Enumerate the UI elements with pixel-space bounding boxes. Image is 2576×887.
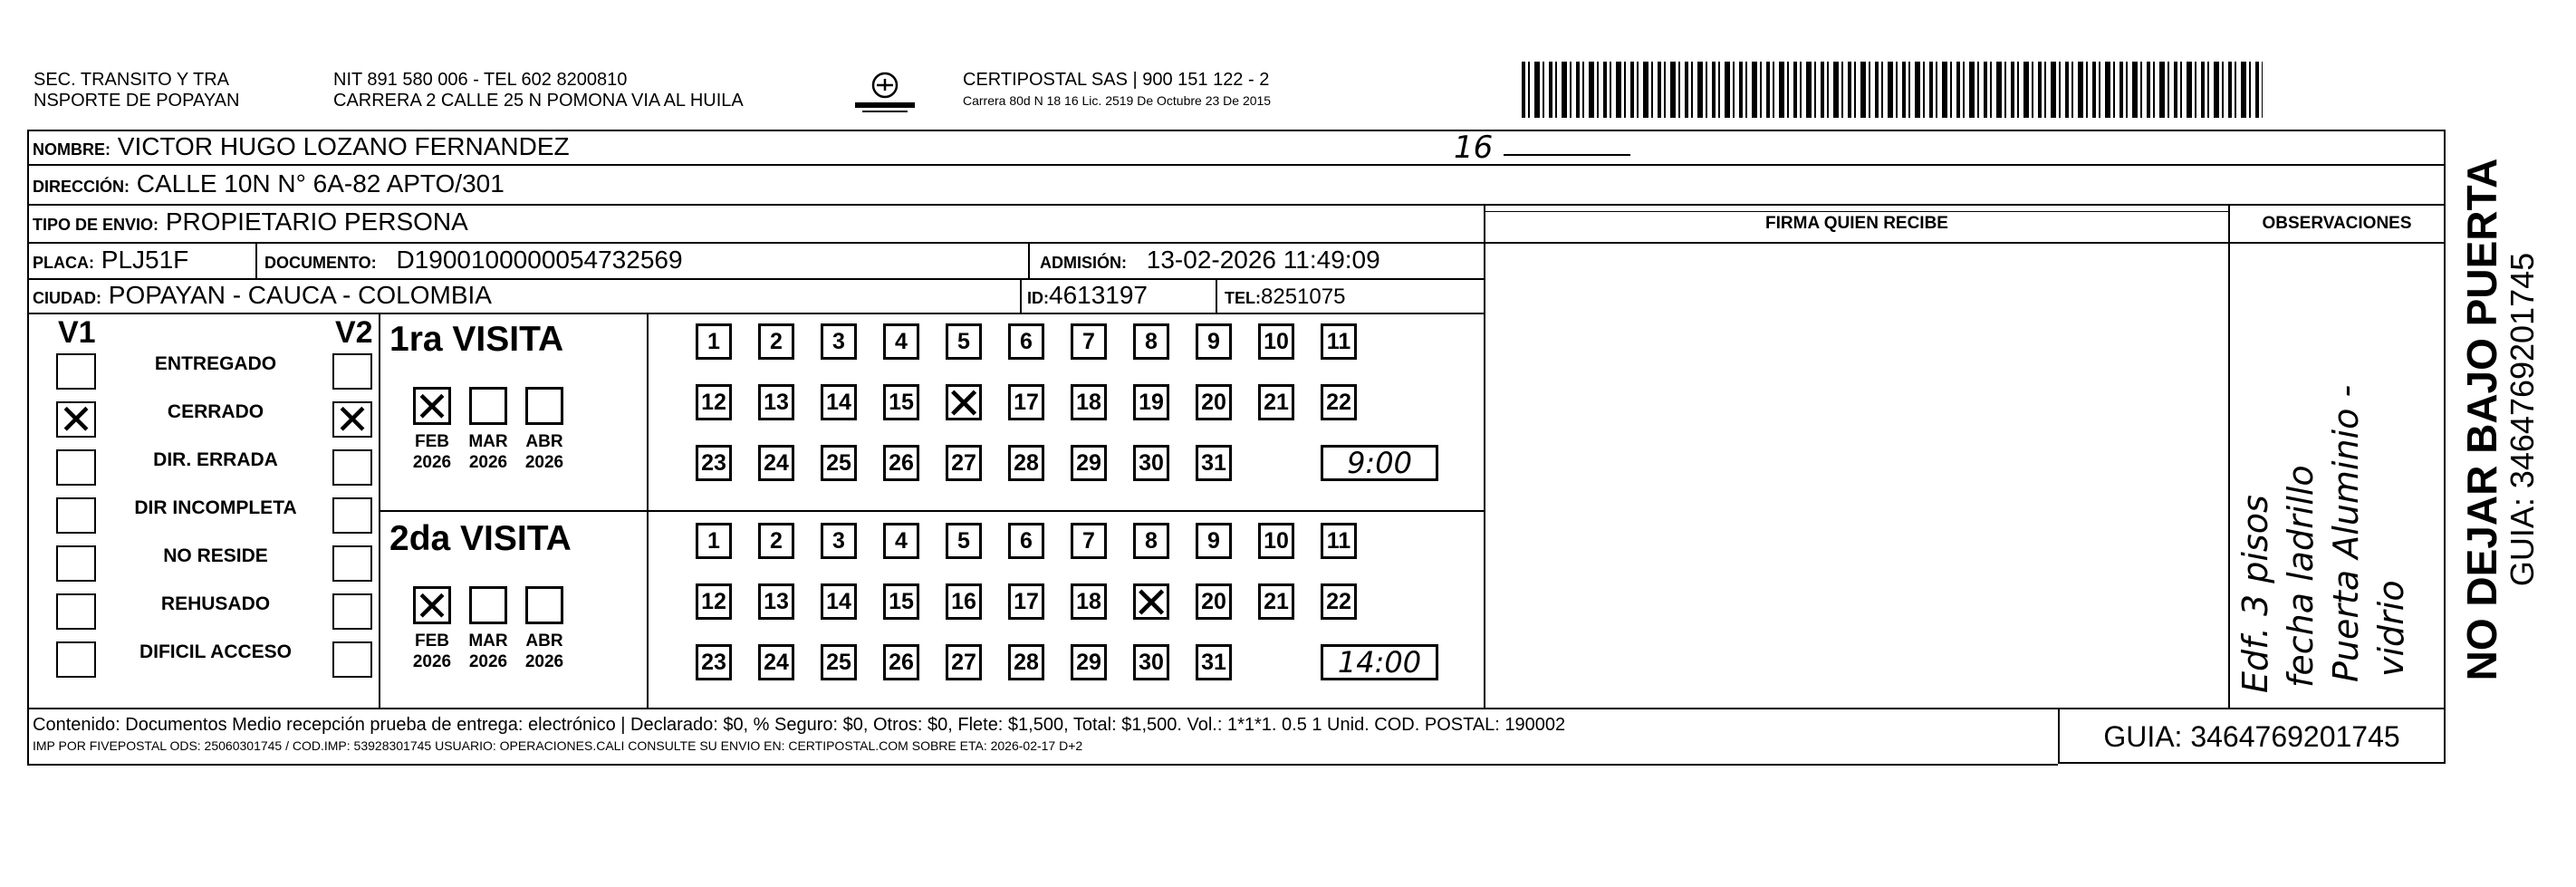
day-box-24[interactable]: 24 bbox=[758, 644, 794, 680]
tipo-envio-value: PROPIETARIO PERSONA bbox=[165, 207, 468, 236]
direccion-value: CALLE 10N N° 6A-82 APTO/301 bbox=[136, 169, 505, 198]
day-box-29[interactable]: 29 bbox=[1071, 644, 1107, 680]
ciudad-label: CIUDAD: bbox=[33, 289, 101, 307]
day-box-11[interactable]: 11 bbox=[1321, 323, 1357, 360]
day-box-18[interactable]: 18 bbox=[1071, 583, 1107, 620]
day-box-3[interactable]: 3 bbox=[821, 323, 857, 360]
nombre-value: VICTOR HUGO LOZANO FERNANDEZ bbox=[117, 132, 570, 160]
day-box-15[interactable]: 15 bbox=[883, 384, 919, 420]
day-box-8[interactable]: 8 bbox=[1133, 523, 1169, 559]
day-box-24[interactable]: 24 bbox=[758, 445, 794, 481]
status-label-rehusado: REHUSADO bbox=[160, 593, 271, 614]
day-box-19[interactable] bbox=[1133, 578, 1170, 629]
day-box-4[interactable]: 4 bbox=[883, 323, 919, 360]
tel-field bbox=[1225, 283, 1345, 313]
id-value: 4613197 bbox=[1049, 281, 1149, 309]
check-mark: ✕ bbox=[946, 379, 983, 429]
courier-name: CERTIPOSTAL SAS | 900 151 122 - 2 bbox=[963, 70, 1270, 90]
month-label-feb: FEB 2026 bbox=[412, 432, 452, 472]
v1-checkbox-dir-incompleta[interactable] bbox=[56, 497, 96, 534]
month-box-feb[interactable] bbox=[413, 382, 451, 431]
admision-field bbox=[1040, 246, 1380, 277]
day-box-16[interactable] bbox=[946, 379, 983, 429]
check-mark: ✕ bbox=[334, 395, 370, 444]
month-box-abr[interactable] bbox=[525, 586, 563, 624]
month-box-feb[interactable] bbox=[413, 582, 451, 631]
nombre-note: 16 bbox=[1454, 130, 1494, 166]
tel-value: 8251075 bbox=[1261, 284, 1346, 309]
admision-label: ADMISIÓN: bbox=[1040, 254, 1127, 272]
month-label-mar: MAR 2026 bbox=[468, 432, 508, 472]
v1-label: V1 bbox=[58, 315, 96, 350]
documento-label: DOCUMENTO: bbox=[264, 254, 377, 272]
certipostal-logo bbox=[850, 65, 920, 118]
status-label-entregado: ENTREGADO bbox=[154, 353, 277, 374]
month-box-abr[interactable] bbox=[525, 387, 563, 425]
direccion-label: DIRECCIÓN: bbox=[33, 178, 130, 196]
day-box-20[interactable]: 20 bbox=[1196, 384, 1232, 420]
day-box-15[interactable]: 15 bbox=[883, 583, 919, 620]
firma-label: FIRMA QUIEN RECIBE bbox=[1765, 214, 1948, 233]
day-box-5[interactable]: 5 bbox=[946, 323, 982, 360]
direccion-field bbox=[33, 169, 505, 201]
observation-line: vidrio bbox=[2371, 580, 2411, 677]
day-box-29[interactable]: 29 bbox=[1071, 445, 1107, 481]
visit-title-2: 2da VISITA bbox=[389, 519, 572, 558]
day-box-6[interactable]: 6 bbox=[1008, 323, 1044, 360]
day-box-19[interactable]: 19 bbox=[1133, 384, 1169, 420]
nit-line: NIT 891 580 006 - TEL 602 8200810 bbox=[333, 70, 628, 90]
day-box-9[interactable]: 9 bbox=[1196, 323, 1232, 360]
day-box-26[interactable]: 26 bbox=[883, 445, 919, 481]
day-box-7[interactable]: 7 bbox=[1071, 323, 1107, 360]
day-box-11[interactable]: 11 bbox=[1321, 523, 1357, 559]
v1-checkbox-rehusado[interactable] bbox=[56, 593, 96, 630]
status-label-dificil-acceso: DIFICIL ACCESO bbox=[139, 641, 292, 662]
v1-checkbox-no-reside[interactable] bbox=[56, 545, 96, 582]
day-box-21[interactable]: 21 bbox=[1258, 583, 1294, 620]
v1-checkbox-dir-errada[interactable] bbox=[56, 449, 96, 486]
day-box-31[interactable]: 31 bbox=[1196, 644, 1232, 680]
v2-checkbox-cerrado[interactable] bbox=[332, 395, 372, 444]
check-mark: ✕ bbox=[414, 582, 450, 631]
footer-line-1: Contenido: Documentos Medio recepción prueba de entrega: electrónico | Declarado: $0, % Seguro: $0, Otros: $0, Flete: $1,500, Total: $1,500. Vol.: 1*1*1. 0.5 1 Unid. COD. POSTAL: 190002 bbox=[33, 715, 1566, 735]
day-box-12[interactable]: 12 bbox=[696, 384, 732, 420]
status-label-cerrado: CERRADO bbox=[167, 401, 264, 422]
day-box-8[interactable]: 8 bbox=[1133, 323, 1169, 360]
day-box-31[interactable]: 31 bbox=[1196, 445, 1232, 481]
day-box-5[interactable]: 5 bbox=[946, 523, 982, 559]
day-box-12[interactable]: 12 bbox=[696, 583, 732, 620]
day-box-25[interactable]: 25 bbox=[821, 445, 857, 481]
side-warning: NO DEJAR BAJO PUERTA bbox=[2458, 158, 2505, 681]
day-box-21[interactable]: 21 bbox=[1258, 384, 1294, 420]
day-box-2[interactable]: 2 bbox=[758, 523, 794, 559]
nombre-label: NOMBRE: bbox=[33, 140, 111, 159]
status-label-dir-errada: DIR. ERRADA bbox=[153, 449, 278, 470]
v2-checkbox-dir-errada[interactable] bbox=[332, 449, 372, 486]
v2-checkbox-entregado[interactable] bbox=[332, 353, 372, 390]
v2-checkbox-dificil-acceso[interactable] bbox=[332, 641, 372, 678]
month-label-abr: ABR 2026 bbox=[524, 432, 564, 472]
day-box-23[interactable]: 23 bbox=[696, 445, 732, 481]
admision-value: 13-02-2026 11:49:09 bbox=[1146, 246, 1380, 274]
day-box-1[interactable]: 1 bbox=[696, 323, 732, 360]
check-mark: ✕ bbox=[414, 382, 450, 431]
day-box-28[interactable]: 28 bbox=[1008, 644, 1044, 680]
day-box-4[interactable]: 4 bbox=[883, 523, 919, 559]
tipo-envio-field bbox=[33, 207, 468, 239]
day-box-2[interactable]: 2 bbox=[758, 323, 794, 360]
day-box-13[interactable]: 13 bbox=[758, 583, 794, 620]
day-box-9[interactable]: 9 bbox=[1196, 523, 1232, 559]
month-label-abr: ABR 2026 bbox=[524, 632, 564, 671]
day-box-17[interactable]: 17 bbox=[1008, 583, 1044, 620]
month-box-mar[interactable] bbox=[469, 586, 507, 624]
nombre-stroke bbox=[1504, 154, 1630, 156]
day-box-26[interactable]: 26 bbox=[883, 644, 919, 680]
documento-field bbox=[264, 246, 683, 277]
v2-checkbox-dir-incompleta[interactable] bbox=[332, 497, 372, 534]
visit-title-1: 1ra VISITA bbox=[389, 320, 564, 359]
day-box-22[interactable]: 22 bbox=[1321, 384, 1357, 420]
v1-checkbox-cerrado[interactable] bbox=[56, 395, 96, 444]
month-label-feb: FEB 2026 bbox=[412, 632, 452, 671]
side-text bbox=[2446, 130, 2554, 709]
id-field bbox=[1027, 281, 1148, 313]
day-box-18[interactable]: 18 bbox=[1071, 384, 1107, 420]
id-label: ID: bbox=[1027, 289, 1049, 307]
sender-line-1: SEC. TRANSITO Y TRA bbox=[34, 70, 229, 90]
check-mark: ✕ bbox=[1133, 578, 1170, 629]
ciudad-value: POPAYAN - CAUCA - COLOMBIA bbox=[108, 281, 492, 309]
status-label-dir-incompleta: DIR INCOMPLETA bbox=[134, 497, 297, 518]
footer-line-2: IMP POR FIVEPOSTAL ODS: 25060301745 / COD.IMP: 53928301745 USUARIO: OPERACIONES.CALI CONSULTE SU ENVIO EN: CERTIPOSTAL.COM SOBRE ETA: 2026-02-17 D+2 bbox=[33, 738, 1083, 753]
day-box-20[interactable]: 20 bbox=[1196, 583, 1232, 620]
day-box-7[interactable]: 7 bbox=[1071, 523, 1107, 559]
day-box-10[interactable]: 10 bbox=[1258, 323, 1294, 360]
observaciones-label: OBSERVACIONES bbox=[2262, 214, 2412, 233]
observaciones-notes bbox=[2230, 245, 2444, 707]
day-box-14[interactable]: 14 bbox=[821, 384, 857, 420]
visit-time-1[interactable]: 9:00 bbox=[1321, 445, 1438, 481]
day-box-16[interactable]: 16 bbox=[946, 583, 982, 620]
nombre-field bbox=[33, 132, 570, 164]
v2-checkbox-rehusado[interactable] bbox=[332, 593, 372, 630]
check-mark: ✕ bbox=[58, 395, 94, 444]
visit-time-2[interactable]: 14:00 bbox=[1321, 644, 1438, 680]
day-box-10[interactable]: 10 bbox=[1258, 523, 1294, 559]
day-box-22[interactable]: 22 bbox=[1321, 583, 1357, 620]
day-box-1[interactable]: 1 bbox=[696, 523, 732, 559]
courier-info bbox=[963, 70, 1470, 111]
observation-line: Puerta Aluminio - bbox=[2326, 384, 2366, 682]
month-label-mar: MAR 2026 bbox=[468, 632, 508, 671]
day-box-27[interactable]: 27 bbox=[946, 445, 982, 481]
day-box-23[interactable]: 23 bbox=[696, 644, 732, 680]
documento-value: D1900100000054732569 bbox=[396, 246, 683, 274]
sender-details bbox=[333, 70, 841, 111]
placa-field bbox=[33, 246, 188, 277]
v1-checkbox-entregado[interactable] bbox=[56, 353, 96, 390]
day-box-14[interactable]: 14 bbox=[821, 583, 857, 620]
observation-line: Edf. 3 pisos bbox=[2235, 495, 2275, 693]
barcode-bars bbox=[1522, 62, 2263, 118]
v1-checkbox-dificil-acceso[interactable] bbox=[56, 641, 96, 678]
day-box-30[interactable]: 30 bbox=[1133, 644, 1169, 680]
tel-label: TEL: bbox=[1225, 289, 1261, 307]
courier-address: Carrera 80d N 18 16 Lic. 2519 De Octubre 23 De 2015 bbox=[963, 93, 1272, 108]
day-box-30[interactable]: 30 bbox=[1133, 445, 1169, 481]
ciudad-field bbox=[33, 281, 492, 313]
sender-line-2: NSPORTE DE POPAYAN bbox=[34, 91, 240, 111]
observation-line: fecha ladrillo bbox=[2281, 465, 2321, 688]
footer-guia: GUIA: 3464769201745 bbox=[2103, 720, 2400, 753]
v2-checkbox-no-reside[interactable] bbox=[332, 545, 372, 582]
day-box-3[interactable]: 3 bbox=[821, 523, 857, 559]
day-box-13[interactable]: 13 bbox=[758, 384, 794, 420]
v2-label: V2 bbox=[335, 315, 373, 350]
status-label-no-reside: NO RESIDE bbox=[163, 545, 268, 566]
day-box-25[interactable]: 25 bbox=[821, 644, 857, 680]
placa-label: PLACA: bbox=[33, 254, 94, 272]
sender-name bbox=[34, 70, 305, 111]
month-box-mar[interactable] bbox=[469, 387, 507, 425]
placa-value: PLJ51F bbox=[101, 246, 189, 274]
tipo-envio-label: TIPO DE ENVIO: bbox=[33, 216, 159, 234]
day-box-17[interactable]: 17 bbox=[1008, 384, 1044, 420]
day-box-28[interactable]: 28 bbox=[1008, 445, 1044, 481]
address-line: CARRERA 2 CALLE 25 N POMONA VIA AL HUILA bbox=[333, 91, 744, 111]
day-box-6[interactable]: 6 bbox=[1008, 523, 1044, 559]
side-guia: GUIA: 3464769201745 bbox=[2504, 252, 2541, 587]
day-box-27[interactable]: 27 bbox=[946, 644, 982, 680]
